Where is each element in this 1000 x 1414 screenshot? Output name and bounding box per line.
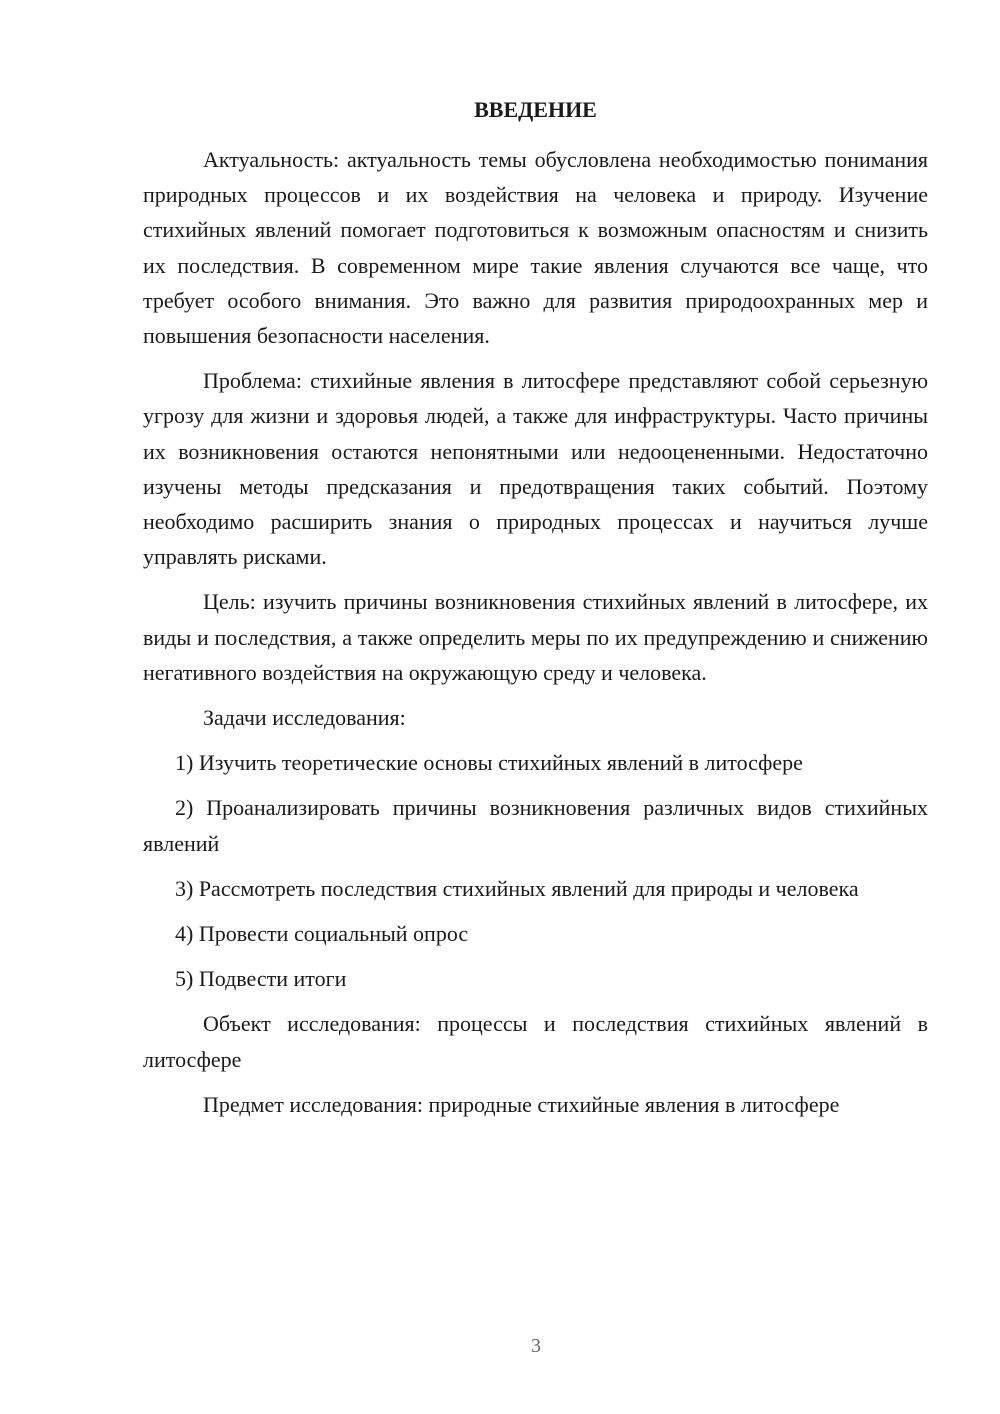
- task-item: 5) Подвести итоги: [175, 966, 347, 992]
- section-heading: ВВЕДЕНИЕ: [474, 97, 597, 122]
- task-item: 1) Изучить теоретические основы стихийных явлений в литосфере: [175, 750, 803, 776]
- problem-paragraph: Проблема: стихийные явления в литосфере представляют собой серьезную угрозу для жизни и здоровья людей, а также для инфраструктуры. Часто причины их возникновения остаются непонятными или недооцененными. Недостаточно изучены методы предсказания и предотвращения таких событий. Поэтому необходимо расширить знания о природных процессах и научиться лучше управлять рисками.: [143, 368, 928, 570]
- goal-paragraph: Цель: изучить причины возникновения стихийных явлений в литосфере, их виды и последствия, а также определить меры по их предупреждению и снижению негативного воздействия на окружающую среду и человека.: [143, 589, 928, 685]
- page-content: [143, 96, 928, 1132]
- task-item: 4) Провести социальный опрос: [175, 921, 469, 947]
- subject-paragraph: Предмет исследования: природные стихийные явления в литосфере: [203, 1091, 840, 1117]
- tasks-header: Задачи исследования:: [203, 705, 406, 731]
- page-number: 3: [531, 1335, 541, 1357]
- task-item: 2) Проанализировать причины возникновения различных видов стихийных явлений: [143, 795, 928, 856]
- relevance-paragraph: Актуальность: актуальность темы обусловлена необходимостью понимания природных процессов и их воздействия на человека и природу. Изучение стихийных явлений помогает подготовиться к возможным опасностям и снизить их последствия. В современном мире такие явления случаются все чаще, что требует особого внимания. Это важно для развития природоохранных мер и повышения безопасности населения.: [143, 147, 928, 349]
- task-item: 3) Рассмотреть последствия стихийных явлений для природы и человека: [175, 875, 859, 901]
- object-paragraph: Объект исследования: процессы и последствия стихийных явлений в литосфере: [143, 1011, 928, 1072]
